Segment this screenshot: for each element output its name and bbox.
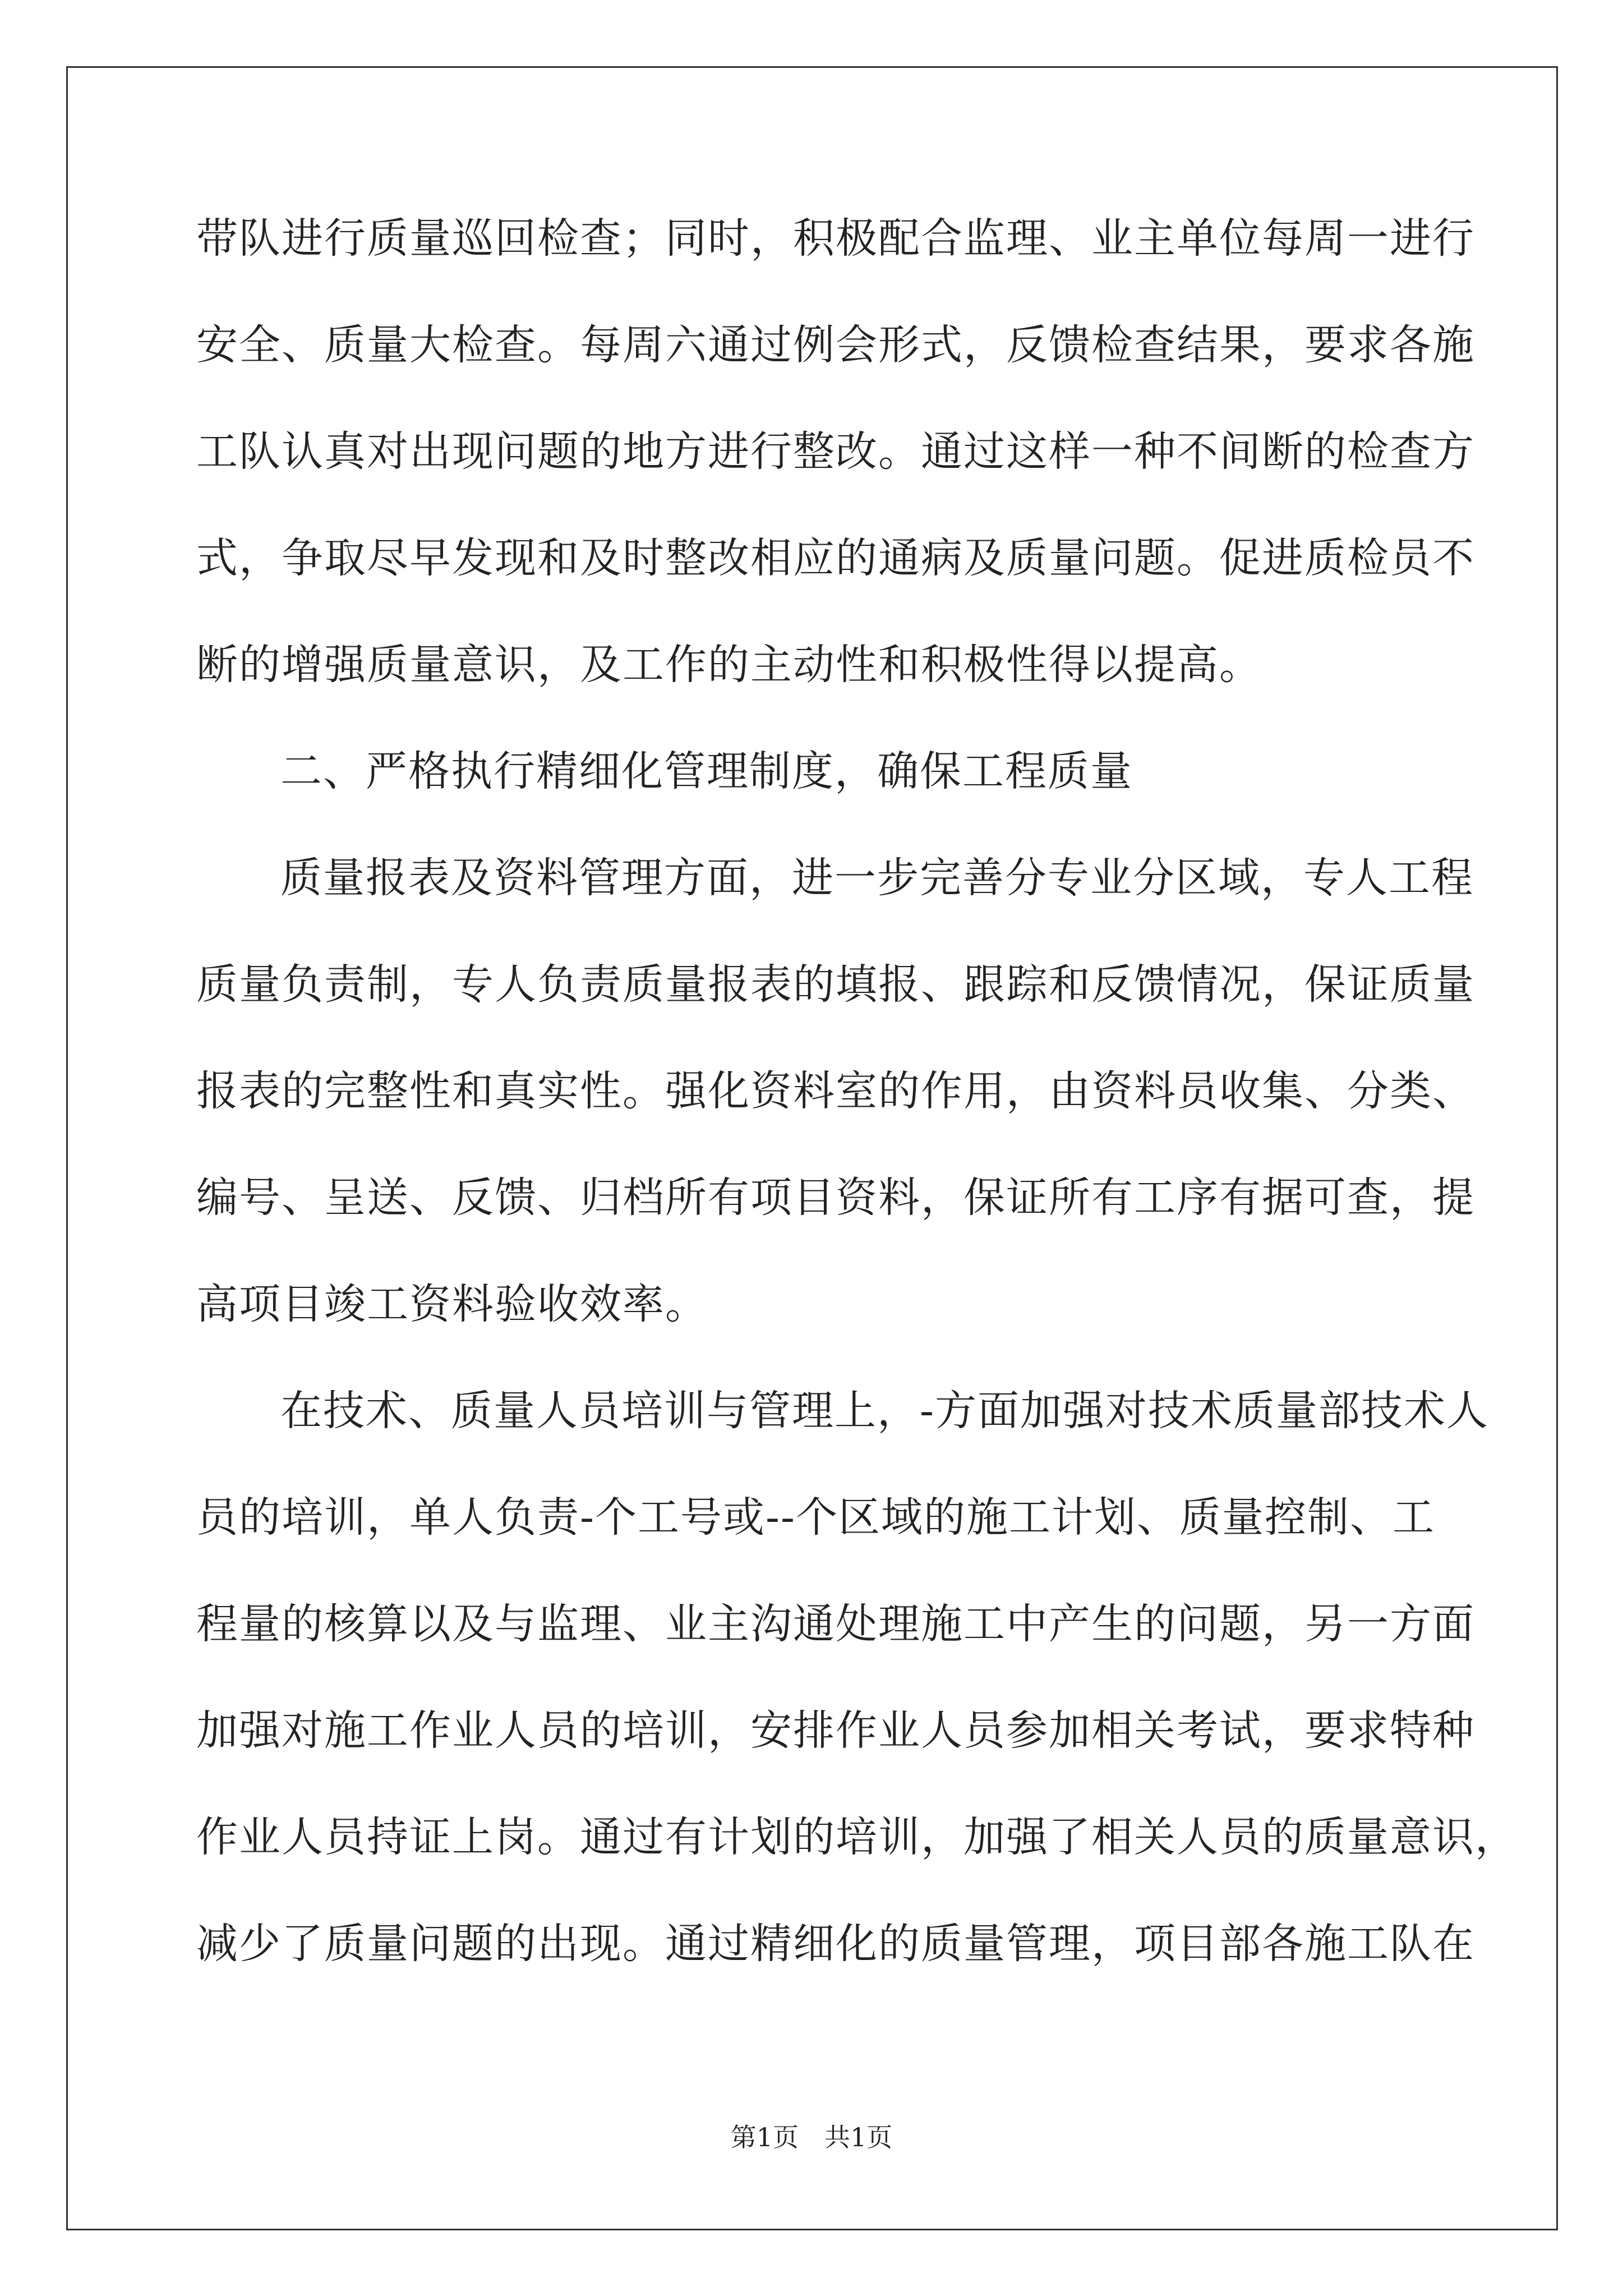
text-line: 报表的完整性和真实性。强化资料室的作用，由资料员收集、分类、 bbox=[196, 1067, 1475, 1115]
text-line: 式，争取尽早发现和及时整改相应的通病及质量问题。促进质检员不 bbox=[196, 534, 1475, 582]
text-line: 断的增强质量意识，及工作的主动性和积极性得以提高。 bbox=[196, 641, 1262, 689]
text-line: 带队进行质量巡回检查；同时，积极配合监理、业主单位每周一进行 bbox=[196, 214, 1475, 263]
text-line: 在技术、质量人员培训与管理上，-方面加强对技术质量部技术人 bbox=[280, 1387, 1490, 1435]
text-line: 加强对施工作业人员的培训，安排作业人员参加相关考试，要求特种 bbox=[196, 1706, 1475, 1755]
text-line: 员的培训，单人负责-个工号或--个区域的施工计划、质量控制、工 bbox=[196, 1493, 1436, 1542]
text-line: 作业人员持证上岗。通过有计划的培训，加强了相关人员的质量意识， bbox=[196, 1813, 1518, 1861]
page-footer: 第1页 共1页 bbox=[730, 2122, 893, 2152]
text-line: 程量的核算以及与监理、业主沟通处理施工中产生的问题，另一方面 bbox=[196, 1600, 1475, 1648]
text-line: 质量报表及资料管理方面，进一步完善分专业分区域，专人工程 bbox=[280, 854, 1474, 902]
section-heading: 二、严格执行精细化管理制度，确保工程质量 bbox=[280, 747, 1133, 795]
text-line: 工队认真对出现问题的地方进行整改。通过这样一种不间断的检查方 bbox=[196, 427, 1475, 476]
text-line: 质量负责制，专人负责质量报表的填报、跟踪和反馈情况，保证质量 bbox=[196, 960, 1475, 1009]
text-line: 高项目竣工资料验收效率。 bbox=[196, 1280, 708, 1328]
text-line: 编号、呈送、反馈、归档所有项目资料，保证所有工序有据可查，提 bbox=[196, 1174, 1475, 1222]
text-line: 减少了质量问题的出现。通过精细化的质量管理，项目部各施工队在 bbox=[196, 1920, 1475, 1968]
page-border bbox=[66, 66, 1558, 2230]
text-line: 安全、质量大检查。每周六通过例会形式，反馈检查结果，要求各施 bbox=[196, 321, 1475, 369]
